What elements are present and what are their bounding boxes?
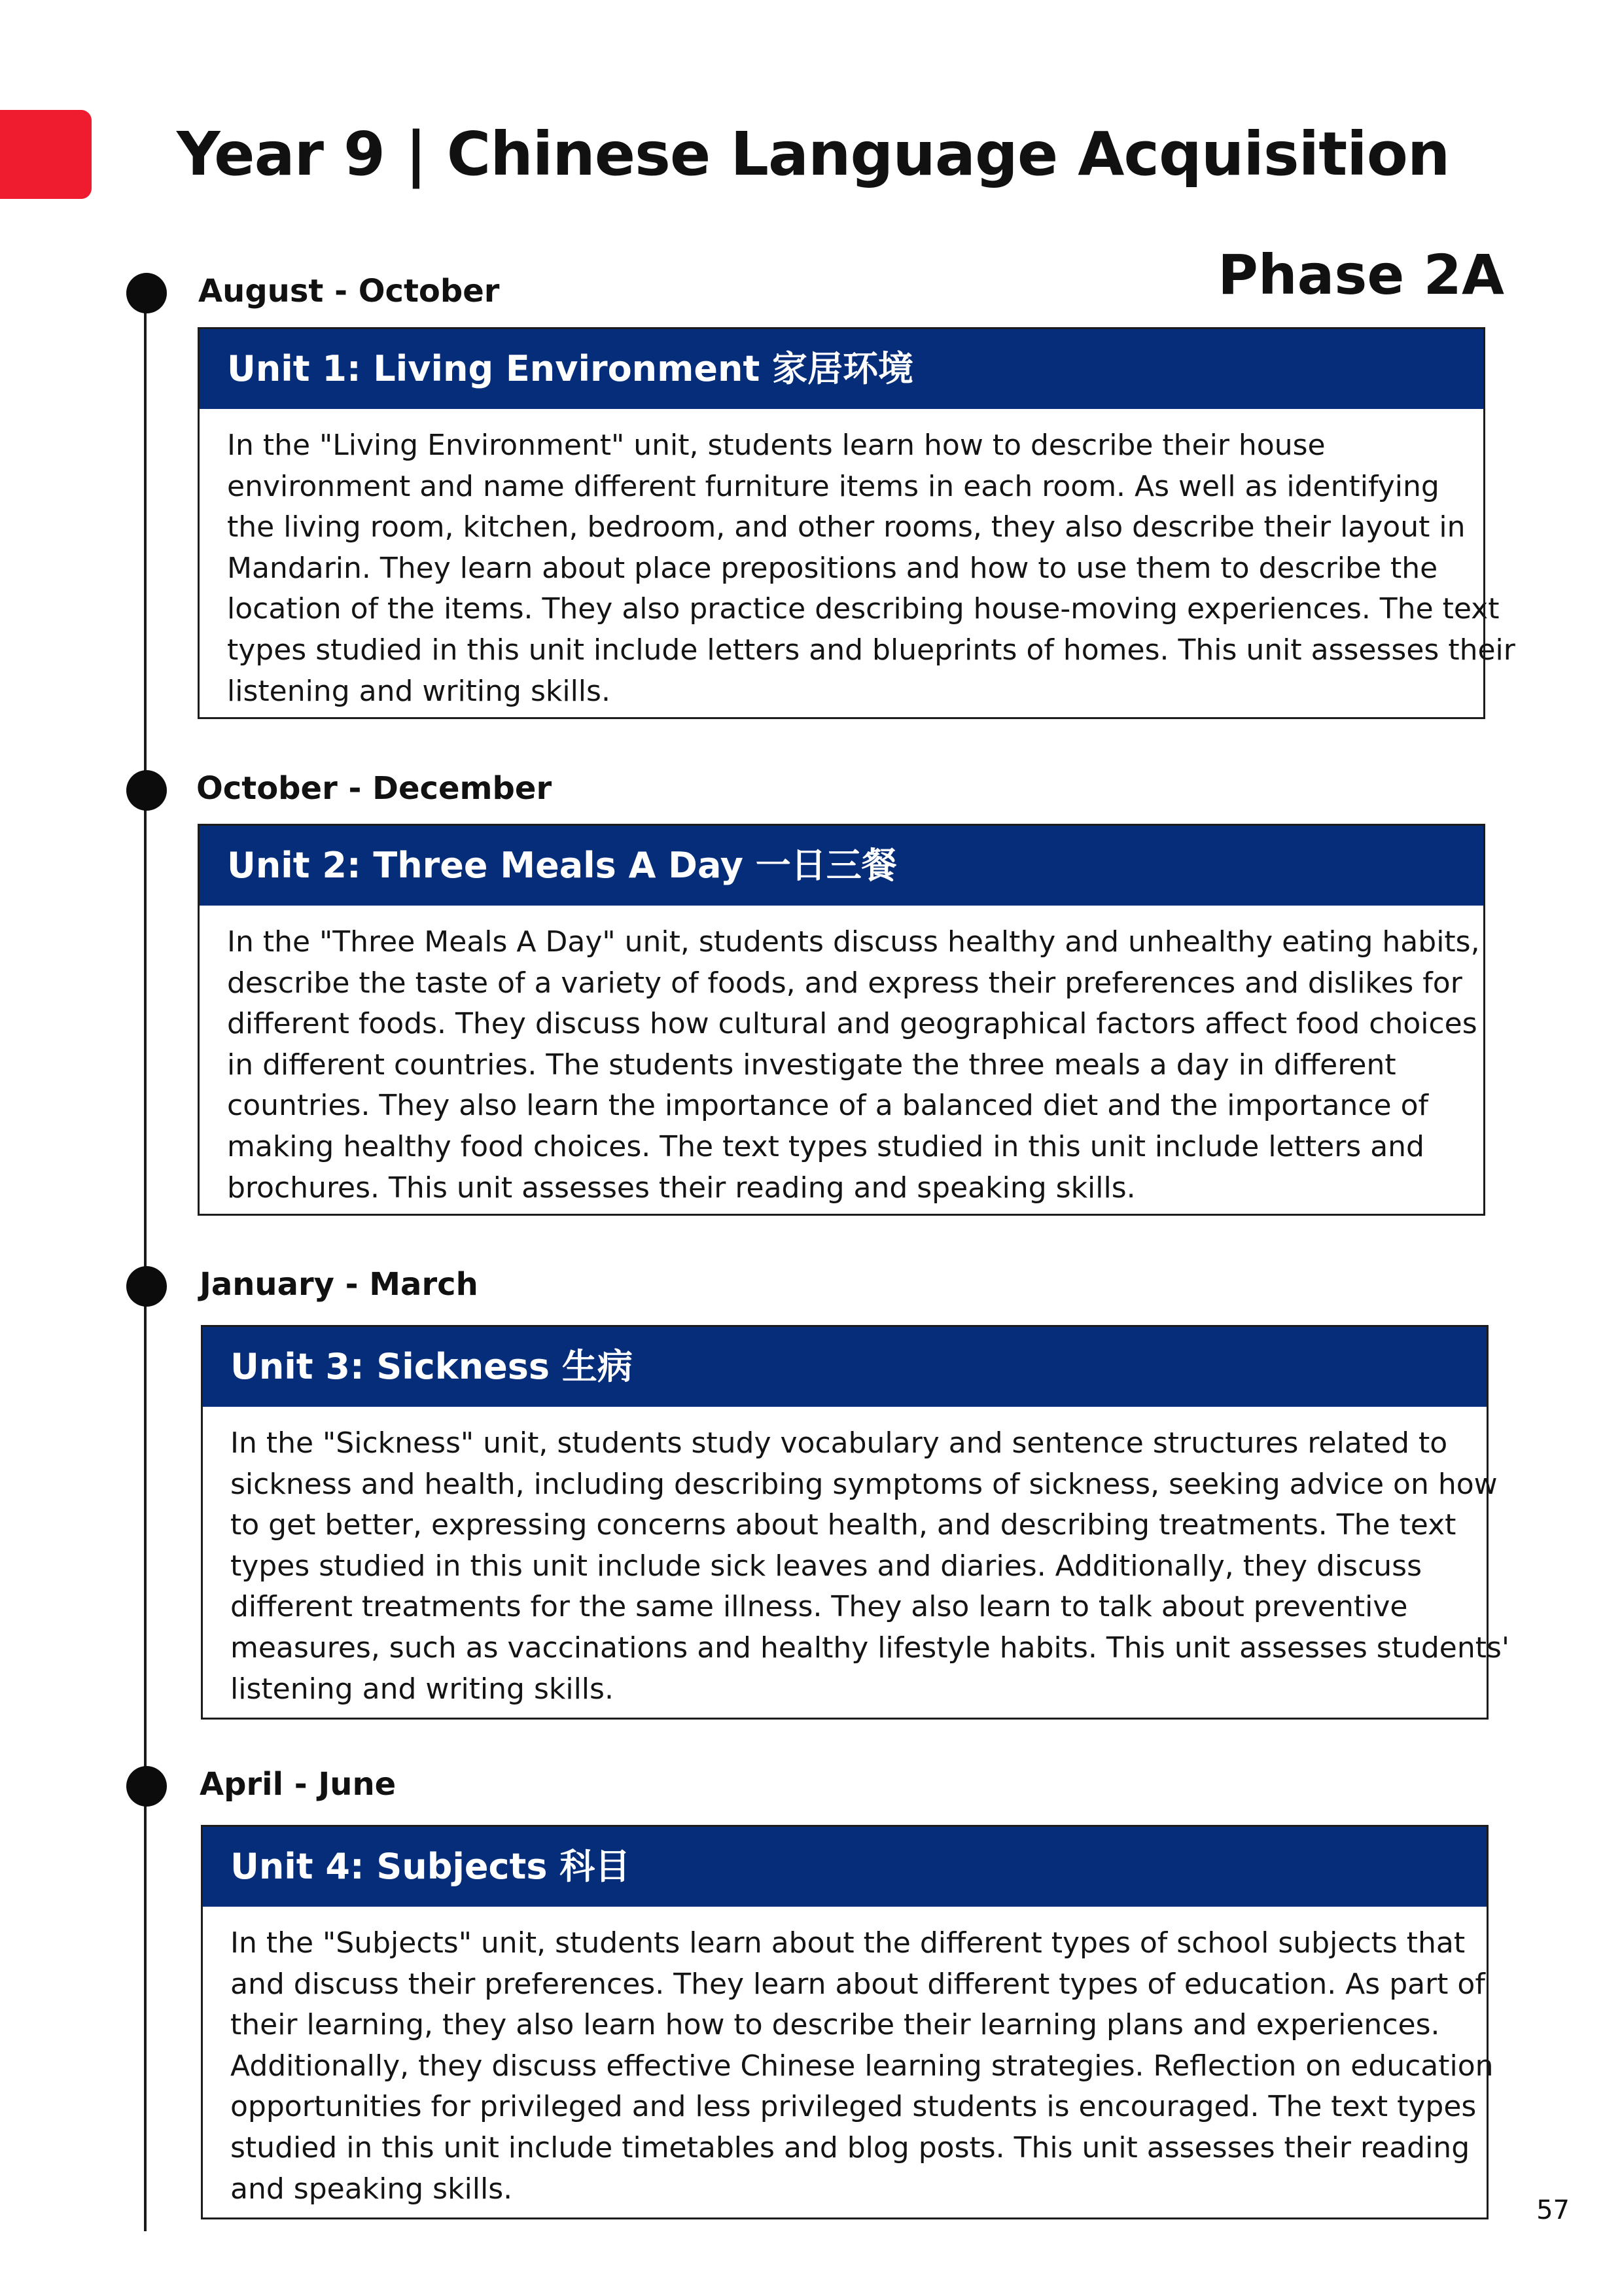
unit-description-line: to get better, expressing concerns about health, and describing treatments. The text [230,1508,1456,1542]
unit-description-line: opportunities for privileged and less privileged students is encouraged. The text types [230,2090,1477,2124]
period-label: August - October [198,273,500,309]
accent-tab [0,110,92,199]
unit-title: Unit 1: Living Environment 家居环境 [200,329,1483,409]
unit-title: Unit 2: Three Meals A Day 一日三餐 [200,826,1483,906]
timeline-dot [126,273,167,313]
unit-description [203,1407,1509,1716]
unit-description-line: and speaking skills. [230,2172,513,2206]
unit-description-line: In the "Sickness" unit, students study vocabulary and sentence structures related to [230,1426,1448,1460]
unit-card [198,327,1515,719]
unit-description-line: In the "Subjects" unit, students learn about the different types of school subjects that [230,1926,1466,1960]
unit-card [201,1325,1509,1720]
unit-description-line: different foods. They discuss how cultural and geographical factors affect food choices [227,1007,1477,1041]
unit-description-line: studied in this unit include timetables and blog posts. This unit assesses their reading [230,2130,1470,2164]
unit-description-line: types studied in this unit include sick leaves and diaries. Additionally, they discuss [230,1549,1422,1583]
unit-description-line: In the "Living Environment" unit, students learn how to describe their house [227,429,1326,462]
timeline-dot [126,770,167,811]
unit-description-line: countries. They also learn the importance of a balanced diet and the importance of [227,1089,1429,1123]
unit-description-line: sickness and health, including describing symptoms of sickness, seeking advice on how [230,1467,1498,1501]
timeline-dot [126,1266,167,1307]
unit-description-line: brochures. This unit assesses their reading and speaking skills. [227,1171,1136,1205]
unit-description-line: Additionally, they discuss effective Chinese learning strategies. Reflection on education [230,2049,1494,2083]
period-label: April - June [200,1766,397,1803]
timeline-dot [126,1766,167,1807]
phase-label: Phase 2A [1218,243,1504,307]
unit-description-line: and discuss their preferences. They learn about different types of education. As part of [230,1967,1485,2001]
unit-description [200,409,1515,718]
unit-description-line: different treatments for the same illness. They also learn to talk about preventive [230,1590,1408,1624]
period-label: October - December [196,770,552,807]
unit-description-line: In the "Three Meals A Day" unit, students discuss healthy and unhealthy eating habits, [227,925,1480,959]
unit-title: Unit 4: Subjects 科目 [203,1827,1487,1907]
unit-title: Unit 3: Sickness 生病 [203,1327,1487,1407]
unit-description-line: types studied in this unit include letters and blueprints of homes. This unit assesses their [227,633,1515,667]
unit-description-line: location of the items. They also practice describing house-moving experiences. The text [227,592,1500,626]
unit-description-line: making healthy food choices. The text types studied in this unit include letters and [227,1129,1424,1163]
unit-description-line: the living room, kitchen, bedroom, and other rooms, they also describe their layout in [227,510,1466,544]
unit-description-line: environment and name different furniture items in each room. As well as identifying [227,469,1439,503]
unit-description-line: in different countries. The students investigate the three meals a day in different [227,1048,1396,1082]
page-number: 57 [1536,2195,1570,2225]
unit-description-line: measures, such as vaccinations and healthy lifestyle habits. This unit assesses students' [230,1631,1509,1665]
unit-description-line: describe the taste of a variety of foods, and express their preferences and dislikes for [227,966,1462,1000]
timeline-line [144,291,147,2231]
unit-description-line: their learning, they also learn how to describe their learning plans and experiences. [230,2008,1440,2042]
unit-description [203,1907,1494,2216]
unit-description-line: listening and writing skills. [227,674,610,708]
unit-card [201,1825,1494,2219]
unit-description [200,906,1483,1215]
unit-description-line: Mandarin. They learn about place prepositions and how to use them to describe the [227,551,1438,585]
period-label: January - March [200,1266,478,1303]
page-title: Year 9 | Chinese Language Acquisition [177,119,1450,189]
unit-description-line: listening and writing skills. [230,1672,614,1706]
unit-card [198,824,1485,1216]
